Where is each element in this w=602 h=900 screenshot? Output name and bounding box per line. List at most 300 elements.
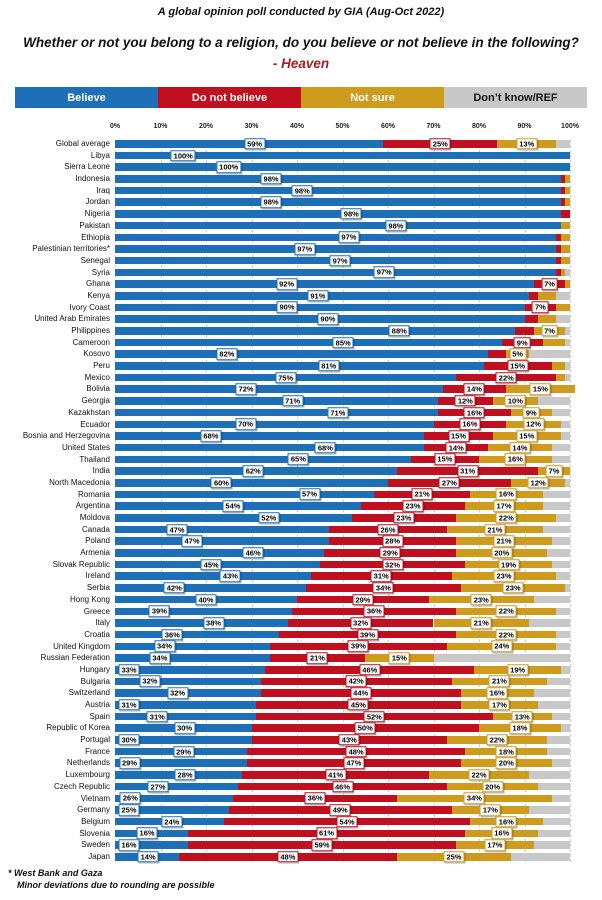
value-label-not-sure: 19%	[507, 664, 528, 676]
bar-segment-believe	[115, 537, 329, 545]
chart-title: A global opinion poll conducted by GIA (Aug-Oct 2022)	[157, 6, 445, 18]
chart-row	[0, 278, 602, 290]
value-label-believe: 68%	[315, 442, 336, 454]
row-label: Russian Federation	[40, 653, 110, 663]
chart-row	[0, 161, 602, 173]
value-label-not-believe: 21%	[412, 489, 433, 501]
row-label: United Kingdom	[53, 641, 110, 651]
value-label-not-believe: 15%	[507, 360, 528, 372]
value-label-not-believe: 52%	[364, 711, 385, 723]
value-label-not-sure: 7%	[541, 325, 558, 337]
legend-item-dont-know	[444, 87, 587, 108]
value-label-not-sure: 21%	[484, 524, 505, 536]
row-bar	[115, 430, 575, 442]
row-label: Kenya	[87, 290, 110, 300]
value-label-not-believe: 43%	[339, 734, 360, 746]
bar-segment-believe	[115, 234, 556, 242]
bar-segment-dont-know	[565, 584, 570, 592]
x-tick-10: 10%	[153, 123, 168, 130]
row-bar	[115, 360, 575, 372]
bar-segment-dont-know	[434, 654, 571, 662]
value-label-not-sure: 18%	[509, 722, 530, 734]
chart-row	[0, 641, 602, 653]
bar-segment-dont-know	[556, 140, 570, 148]
row-bar	[115, 722, 575, 734]
value-label-not-sure: 21%	[489, 676, 510, 688]
row-label: Switzerland	[68, 688, 110, 698]
value-label-believe: 97%	[330, 255, 351, 267]
value-label-believe: 71%	[327, 407, 348, 419]
bar-segment-believe	[115, 280, 534, 288]
value-label-not-sure: 25%	[443, 851, 464, 863]
chart-row	[0, 676, 602, 688]
value-label-not-believe: 49%	[330, 804, 351, 816]
value-label-not-sure: 16%	[496, 489, 517, 501]
value-label-believe: 100%	[171, 150, 196, 162]
row-bar	[115, 290, 575, 302]
chart-subtitle	[21, 32, 581, 74]
chart-row	[0, 804, 602, 816]
bar-segment-dont-know	[547, 748, 570, 756]
bar-segment-believe	[115, 783, 238, 791]
value-label-believe: 31%	[147, 711, 168, 723]
value-label-believe: 81%	[318, 360, 339, 372]
value-label-believe: 62%	[243, 465, 264, 477]
bar-segment-believe	[115, 269, 556, 277]
row-label: Belgium	[81, 816, 110, 826]
row-label: Iraq	[96, 185, 110, 195]
bar-segment-dont-know	[543, 491, 570, 499]
row-label: Sweden	[81, 840, 110, 850]
chart-row	[0, 757, 602, 769]
bar-segment-dont-know	[538, 830, 570, 838]
bar-segment-dont-know	[534, 841, 570, 849]
row-bar	[115, 325, 575, 337]
bar-segment-believe	[115, 491, 374, 499]
chart-row	[0, 699, 602, 711]
row-bar	[115, 208, 575, 220]
value-label-not-sure: 20%	[482, 781, 503, 793]
value-label-not-believe: 25%	[430, 138, 451, 150]
value-label-not-sure: 24%	[491, 641, 512, 653]
row-label: Ivory Coast	[69, 302, 110, 312]
row-label: Argentina	[75, 501, 110, 511]
value-label-not-believe: 32%	[382, 559, 403, 571]
value-label-believe: 32%	[167, 687, 188, 699]
bar-segment-dont-know	[561, 432, 570, 440]
row-bar	[115, 489, 575, 501]
bar-segment-dont-know	[556, 643, 570, 651]
bar-segment-dont-know	[547, 678, 570, 686]
chart-row	[0, 255, 602, 267]
value-label-not-believe: 28%	[382, 535, 403, 547]
value-label-not-believe: 42%	[346, 676, 367, 688]
value-label-not-sure: 16%	[487, 687, 508, 699]
chart-row	[0, 419, 602, 431]
bar-segment-believe	[115, 619, 288, 627]
row-label: Bulgaria	[80, 676, 110, 686]
row-bar	[115, 337, 575, 349]
row-label: Georgia	[81, 396, 110, 406]
bar-segment-dont-know	[511, 853, 570, 861]
bar-segment-dont-know	[552, 795, 570, 803]
bar-segment-believe	[115, 549, 324, 557]
value-label-not-believe: 15%	[448, 430, 469, 442]
x-tick-30: 30%	[244, 123, 259, 130]
chart-row	[0, 652, 602, 664]
bar-segment-not-believe	[529, 292, 538, 300]
value-label-not-believe: 7%	[541, 278, 558, 290]
value-label-believe: 25%	[118, 804, 139, 816]
row-bar	[115, 383, 575, 395]
chart-row	[0, 360, 602, 372]
row-bar	[115, 617, 575, 629]
legend-label-believe: Believe	[67, 91, 106, 104]
x-tick-70: 70%	[426, 123, 441, 130]
legend-item-do-not-believe	[158, 87, 301, 108]
value-label-not-sure: 20%	[491, 547, 512, 559]
chart-row	[0, 220, 602, 232]
row-bar	[115, 243, 575, 255]
legend	[15, 87, 587, 108]
bar-segment-believe	[115, 409, 438, 417]
row-label: Hong Kong	[69, 594, 110, 604]
value-label-not-sure: 16%	[496, 816, 517, 828]
row-bar	[115, 196, 575, 208]
row-label: Peru	[93, 361, 110, 371]
row-label: Spain	[89, 711, 110, 721]
value-label-not-believe: 36%	[305, 793, 326, 805]
row-label: Pakistan	[79, 220, 110, 230]
bar-segment-not-sure	[561, 222, 570, 230]
value-label-believe: 97%	[338, 232, 359, 244]
row-bar	[115, 570, 575, 582]
value-label-believe: 92%	[276, 278, 297, 290]
row-bar	[115, 138, 575, 150]
bar-segment-believe	[115, 584, 306, 592]
bar-segment-believe	[115, 514, 352, 522]
value-label-not-sure: 17%	[489, 699, 510, 711]
row-label: Croatia	[84, 629, 110, 639]
row-bar	[115, 746, 575, 758]
chart-row	[0, 722, 602, 734]
value-label-believe: 14%	[138, 851, 159, 863]
row-label: Nigeria	[84, 209, 110, 219]
value-label-believe: 34%	[149, 652, 170, 664]
row-bar	[115, 161, 575, 173]
value-label-not-sure: 9%	[523, 407, 540, 419]
value-label-not-sure: 18%	[496, 746, 517, 758]
row-label: United States	[61, 442, 110, 452]
chart-row	[0, 477, 602, 489]
bar-segment-believe	[115, 198, 561, 206]
value-label-believe: 98%	[261, 197, 282, 209]
chart-row	[0, 395, 602, 407]
row-label: Austria	[85, 700, 110, 709]
row-label: Cameroon	[72, 337, 110, 347]
x-tick-80: 80%	[471, 123, 487, 130]
row-bar	[115, 372, 575, 384]
chart-row	[0, 372, 602, 384]
row-bar	[115, 828, 575, 840]
value-label-believe: 98%	[292, 185, 313, 197]
footnote-line-1: * West Bank and Gaza	[8, 868, 103, 878]
value-label-believe: 47%	[181, 535, 202, 547]
value-label-believe: 68%	[200, 430, 221, 442]
value-label-believe: 32%	[139, 676, 160, 688]
chart-row	[0, 407, 602, 419]
bar-segment-dont-know	[534, 689, 570, 697]
bar-segment-dont-know	[538, 783, 570, 791]
row-label: Kosovo	[83, 349, 110, 359]
row-label: Philippines	[71, 326, 110, 335]
row-bar	[115, 500, 575, 512]
bar-segment-dont-know	[565, 327, 570, 335]
value-label-not-believe: 29%	[352, 594, 373, 606]
chart-row	[0, 769, 602, 781]
bar-segment-not-sure	[538, 315, 556, 323]
value-label-not-believe: 36%	[364, 606, 385, 618]
row-label: Luxembourg	[65, 770, 110, 780]
chart-row	[0, 243, 602, 255]
bar-segment-believe	[115, 350, 488, 358]
row-bar	[115, 395, 575, 407]
row-label: Slovak Republic	[52, 559, 110, 569]
chart-row	[0, 617, 602, 629]
chart-row	[0, 196, 602, 208]
chart-row	[0, 828, 602, 840]
value-label-not-sure: 10%	[505, 395, 526, 407]
value-label-believe: 42%	[164, 582, 185, 594]
bar-segment-believe	[115, 654, 270, 662]
value-label-not-sure: 22%	[487, 734, 508, 746]
bar-segment-believe	[115, 304, 525, 312]
row-bar	[115, 582, 575, 594]
row-label: Syria	[91, 267, 110, 277]
bar-segment-dont-know	[552, 759, 570, 767]
value-label-believe: 26%	[120, 793, 141, 805]
value-label-not-sure: 5%	[509, 348, 526, 360]
row-bar	[115, 150, 575, 162]
bar-segment-dont-know	[556, 315, 570, 323]
chart-row	[0, 687, 602, 699]
row-bar	[115, 185, 575, 197]
value-label-believe: 45%	[201, 559, 222, 571]
bar-segment-not-sure	[565, 198, 570, 206]
value-label-not-sure: 13%	[516, 138, 537, 150]
legend-item-believe	[15, 87, 158, 108]
bar-segment-dont-know	[565, 269, 570, 277]
chart-row	[0, 465, 602, 477]
value-label-not-believe: 14%	[446, 442, 467, 454]
value-label-not-believe: 23%	[393, 512, 414, 524]
row-label: Global average	[55, 139, 110, 148]
row-bar	[115, 442, 575, 454]
row-bar	[115, 465, 575, 477]
bar-segment-dont-know	[547, 549, 570, 557]
row-label: Thailand	[79, 454, 110, 464]
bar-segment-believe	[115, 643, 270, 651]
value-label-not-believe: 46%	[332, 781, 353, 793]
x-tick-50: 50%	[335, 123, 350, 130]
chart-row	[0, 793, 602, 805]
row-label: Mexico	[84, 372, 110, 382]
row-bar	[115, 641, 575, 653]
row-label: Bosnia and Herzegovina	[22, 431, 110, 441]
bar-segment-believe	[115, 175, 561, 183]
row-bar	[115, 512, 575, 524]
bar-segment-not-sure	[552, 362, 566, 370]
value-label-believe: 59%	[244, 138, 265, 150]
bar-segment-dont-know	[529, 619, 570, 627]
value-label-believe: 98%	[261, 173, 282, 185]
value-label-believe: 46%	[243, 547, 264, 559]
row-label: Italy	[95, 618, 110, 628]
bar-segment-believe	[115, 339, 502, 347]
bar-segment-believe	[115, 479, 388, 487]
value-label-believe: 30%	[174, 722, 195, 734]
row-bar	[115, 664, 575, 676]
value-label-believe: 39%	[149, 606, 170, 618]
value-label-believe: 24%	[161, 816, 182, 828]
row-bar	[115, 267, 575, 279]
bar-segment-believe	[115, 397, 438, 405]
row-label: Libya	[90, 150, 110, 160]
chart-row	[0, 454, 602, 466]
value-label-not-believe: 29%	[380, 547, 401, 559]
bar-segment-not-sure	[556, 304, 570, 312]
value-label-not-sure: 15%	[516, 430, 537, 442]
row-label: Hungary	[79, 664, 110, 674]
chart-row	[0, 383, 602, 395]
value-label-not-sure: 17%	[484, 839, 505, 851]
chart-row	[0, 208, 602, 220]
value-label-believe: 30%	[118, 734, 139, 746]
row-bar	[115, 851, 575, 863]
bar-segment-dont-know	[538, 701, 570, 709]
value-label-not-believe: 48%	[277, 851, 298, 863]
row-bar	[115, 793, 575, 805]
row-bar	[115, 419, 575, 431]
value-label-not-sure: 7%	[546, 465, 563, 477]
value-label-believe: 29%	[173, 746, 194, 758]
value-label-not-believe: 39%	[357, 629, 378, 641]
chart-row	[0, 664, 602, 676]
legend-label-not-sure: Not sure	[350, 91, 395, 104]
value-label-believe: 38%	[203, 617, 224, 629]
value-label-not-believe: 22%	[496, 372, 517, 384]
value-label-not-sure: 22%	[468, 769, 489, 781]
chart-row	[0, 781, 602, 793]
row-bar	[115, 652, 575, 664]
bar-segment-dont-know	[529, 350, 570, 358]
value-label-believe: 91%	[307, 290, 328, 302]
value-label-believe: 28%	[175, 769, 196, 781]
chart-row	[0, 594, 602, 606]
row-bar	[115, 804, 575, 816]
row-label: Portugal	[80, 735, 110, 745]
value-label-not-believe: 47%	[343, 758, 364, 770]
value-label-not-sure: 15%	[530, 384, 551, 396]
bar-segment-believe	[115, 631, 279, 639]
value-label-believe: 40%	[195, 594, 216, 606]
chart-row	[0, 500, 602, 512]
row-label: Ethiopia	[81, 232, 110, 242]
value-label-not-believe: 27%	[439, 477, 460, 489]
chart-row	[0, 430, 602, 442]
bar-segment-believe	[115, 526, 329, 534]
footnote	[8, 867, 215, 891]
chart-row	[0, 570, 602, 582]
chart-row	[0, 325, 602, 337]
value-label-not-believe: 12%	[455, 395, 476, 407]
chart-row	[0, 816, 602, 828]
chart-row	[0, 524, 602, 536]
bar-segment-believe	[115, 222, 561, 230]
value-label-not-sure: 22%	[496, 629, 517, 641]
bar-segment-not-sure	[561, 245, 570, 253]
row-label: Romania	[77, 489, 110, 499]
row-label: India	[92, 466, 110, 476]
value-label-not-believe: 54%	[337, 816, 358, 828]
value-label-believe: 82%	[216, 348, 237, 360]
bar-segment-not-believe	[525, 315, 539, 323]
bar-segment-dont-know	[538, 397, 570, 405]
value-label-believe: 98%	[385, 220, 406, 232]
bar-segment-dont-know	[561, 666, 570, 674]
row-label: Japan	[88, 851, 110, 861]
value-label-believe: 33%	[118, 664, 139, 676]
value-label-believe: 85%	[333, 337, 354, 349]
row-bar	[115, 816, 575, 828]
bar-segment-believe	[115, 713, 256, 721]
value-label-believe: 52%	[258, 512, 279, 524]
chart-row	[0, 606, 602, 618]
chart-row	[0, 851, 602, 863]
chart-row	[0, 302, 602, 314]
chart-row	[0, 337, 602, 349]
row-bar	[115, 676, 575, 688]
value-label-not-sure: 20%	[496, 758, 517, 770]
row-bar	[115, 769, 575, 781]
legend-label-do-not-believe: Do not believe	[191, 91, 268, 104]
row-bar	[115, 711, 575, 723]
x-axis-ticks	[109, 123, 579, 135]
row-bar	[115, 781, 575, 793]
bar-segment-not-sure	[538, 292, 556, 300]
row-bar	[115, 348, 575, 360]
value-label-believe: 65%	[288, 454, 309, 466]
bar-segment-dont-know	[552, 456, 570, 464]
bar-segment-believe	[115, 572, 311, 580]
value-label-believe: 70%	[235, 419, 256, 431]
bar-segment-not-sure	[543, 339, 566, 347]
footnote-line-2: Minor deviations due to rounding are possible	[17, 880, 215, 890]
value-label-not-sure: 17%	[480, 804, 501, 816]
bar-segment-believe	[115, 245, 556, 253]
row-bar	[115, 687, 575, 699]
chart-row	[0, 582, 602, 594]
value-label-believe: 60%	[211, 477, 232, 489]
bar-segment-dont-know	[556, 608, 570, 616]
value-label-believe: 16%	[118, 839, 139, 851]
row-bar	[115, 454, 575, 466]
value-label-not-believe: 44%	[350, 687, 371, 699]
bar-segment-dont-know	[529, 771, 570, 779]
chart-row	[0, 138, 602, 150]
bar-segment-believe	[115, 327, 515, 335]
value-label-not-sure: 21%	[494, 535, 515, 547]
